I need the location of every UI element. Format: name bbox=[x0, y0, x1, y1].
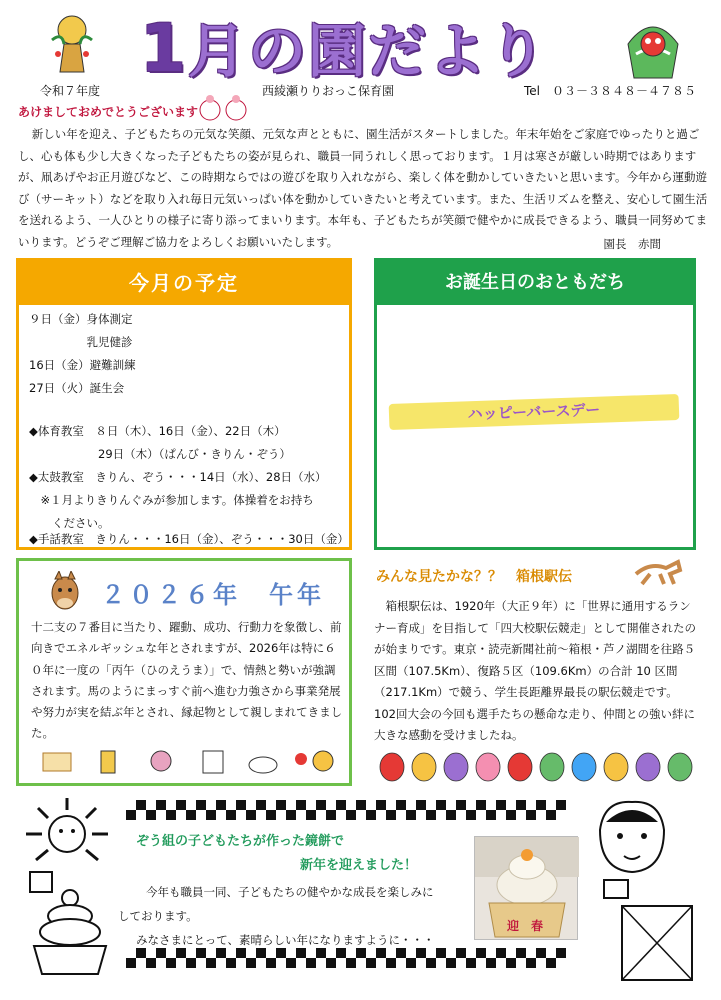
new-year-goods-icon bbox=[39, 747, 339, 775]
kadomatsu-icon bbox=[44, 10, 100, 76]
newsletter-title: 1月の園だより bbox=[140, 10, 548, 87]
mouse-couple-icon bbox=[196, 94, 252, 122]
schedule-line: ※１月よりきりんぐみが参加します。体操着をお持ち bbox=[29, 493, 314, 507]
shishimai-icon bbox=[622, 14, 684, 80]
new-year-greeting: あけましておめでとうございます bbox=[18, 105, 199, 119]
telephone: Tel ０３－３８４８－４７８５ bbox=[524, 84, 697, 98]
schedule-line: ◆太鼓教室 きりん、ぞう・・・14日（水）、28日（水） bbox=[29, 470, 327, 484]
schedule-line: 29日（木）（ぱんび・きりん・ぞう） bbox=[29, 447, 291, 461]
schedule-line: 乳児健診 bbox=[29, 335, 133, 349]
schedule-line: ◆手話教室 きりん・・・16日（金）、ぞう・・・30日（金） bbox=[29, 532, 349, 546]
fukuwarai-face-icon bbox=[590, 800, 674, 874]
daruma-row-icon bbox=[378, 752, 694, 782]
birthday-box bbox=[374, 258, 696, 550]
running-horse-icon bbox=[630, 556, 686, 586]
birthday-heading: お誕生日のおともだち bbox=[377, 261, 693, 305]
photo-caption: 迎 春 bbox=[507, 919, 544, 933]
happy-birthday-banner: ハッピーバースデー bbox=[389, 394, 680, 430]
schedule-line: ◆体育教室 ８日（木）、16日（金）、22日（木） bbox=[29, 424, 286, 438]
principal-signature: 園長 赤間 bbox=[603, 237, 661, 251]
intro-paragraph: 新しい年を迎え、子どもたちの元気な笑顔、元気な声とともに、園生活がスタートしました。年末年始をご家庭でゆったりと過ごし、心も体も少し大きくなった子どもたちの姿が見られ、職員一同うれしく思っております。１月は寒さが厳しい時期ではありますが、凧あげやお正月遊びなど、この時期ならではの遊びを取り入れながら、楽しく体を動かしていきたいと思います。今年から運動遊び（サーキット）などを取り入れ毎日元気いっぱい体を動かしていきたいと考えています。また、生活リズムを整え、安心して園生活を送れるよう、一人ひとりの様子に寄り添ってまいります。本年も、子どもたちが笑顔で健やかに成長できるよう、職員一同努めてまいります。どうぞご理解ご協力をよろしくお願いいたします。 bbox=[18, 127, 708, 249]
mochi-heading-line1: ぞう組の子どもたちが作った鏡餅で bbox=[136, 834, 345, 849]
hakone-title: みんな見たかな？？ 箱根駅伝 bbox=[376, 569, 572, 585]
schedule-line: ９日（金）身体測定 bbox=[29, 312, 133, 326]
fiscal-year: 令和７年度 bbox=[40, 84, 101, 98]
year-paragraph: 十二支の７番目に当たり、躍動、成功、行動力を象徴し、前向きでエネルギッシュな年とされますが、2026年は特に６０年に一度の「丙午（ひのえうま）」で、情熱と勢いが強調されます。馬のようにまっすぐ前へ進む力強さから事業発展や努力が実を結ぶ年とされ、縁起物として親しまれてきました。 bbox=[31, 620, 343, 741]
horse-icon bbox=[47, 571, 83, 611]
hakone-paragraph: 箱根駅伝は、1920年（大正９年）に「世界に通用するランナー育成」を目指して「四大校駅伝競走」として開催されたのが始まりです。東京・読売新聞社前～箱根・芦ノ湖間を往路５区間（107.5Km）、復路５区（109.6Km）の合計 10 区間（217.1Km）で競う、学生長距離界最長の駅伝競走です。102回大会の今回も選手たちの懸命な走り、仲間との強い絆に大きな感動を受けましたね。 bbox=[374, 599, 696, 742]
kagami-mochi-photo bbox=[474, 836, 578, 940]
year-box bbox=[16, 558, 352, 786]
closing-line: 今年も職員一同、子どもたちの健やかな成長を楽しみに bbox=[146, 885, 434, 899]
year-title: ２０２６年 午年 bbox=[101, 581, 325, 609]
schedule-line: 27日（火）誕生会 bbox=[29, 381, 125, 395]
schedule-heading: 今月の予定 bbox=[19, 261, 349, 305]
checker-border-bottom bbox=[126, 948, 566, 968]
sun-icon bbox=[22, 796, 112, 866]
monthly-schedule-box bbox=[16, 258, 352, 550]
schedule-line: 16日（金）避難訓練 bbox=[29, 358, 136, 372]
checker-border-top bbox=[126, 800, 566, 820]
mochi-heading-line2: 新年を迎えました！ bbox=[300, 858, 418, 873]
closing-line: しております。 bbox=[118, 909, 198, 923]
school-name: 西綾瀬りりおっこ保育園 bbox=[262, 84, 395, 98]
closing-line: みなさまにとって、素晴らしい年になりますように・・・ bbox=[136, 933, 435, 947]
schedule-line: ください。 bbox=[29, 516, 110, 530]
kagami-mochi-icon bbox=[24, 870, 116, 980]
kite-icon bbox=[600, 876, 696, 986]
